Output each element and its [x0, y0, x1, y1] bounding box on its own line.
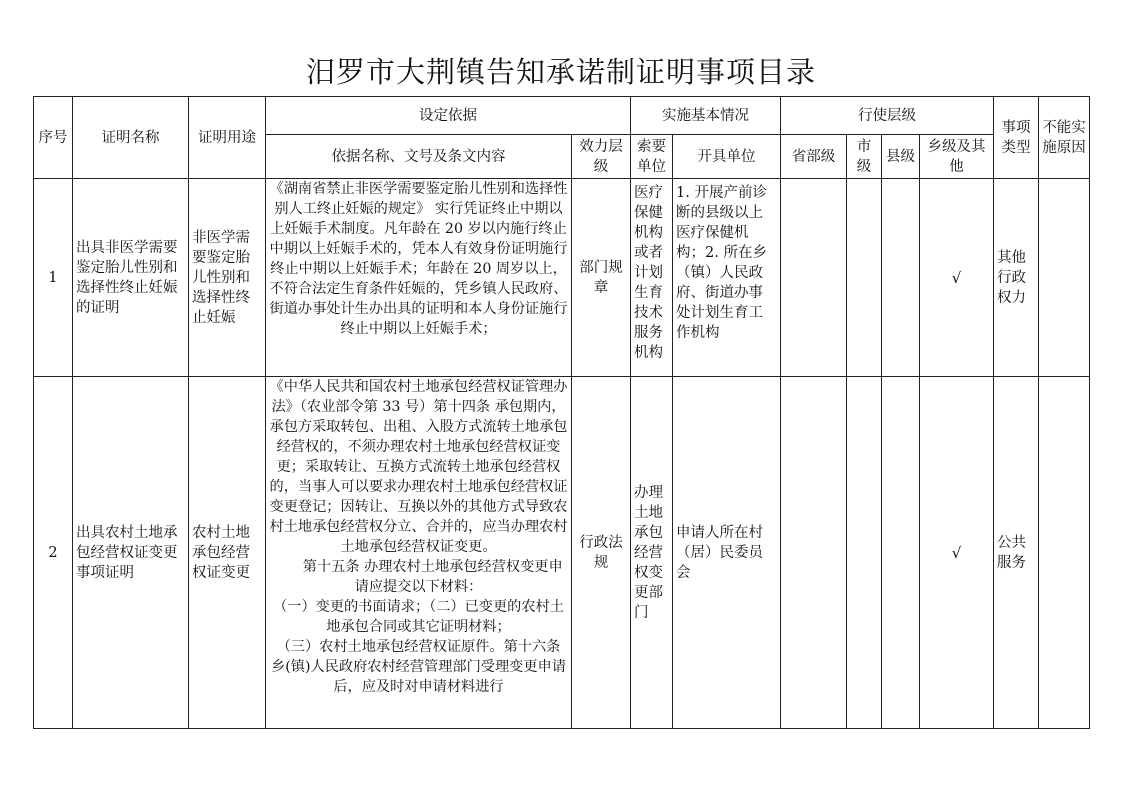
header-use: 证明用途 [189, 97, 266, 179]
cell-county [882, 377, 920, 729]
cell-level: 部门规章 [572, 179, 631, 377]
header-city: 市级 [847, 135, 882, 179]
table-row [34, 377, 1090, 729]
basis-paragraph: （一）变更的书面请求；（二）已变更的农村土地承包合同或其它证明材料； [273, 599, 564, 635]
basis-paragraph: 第十五条 办理农村土地承包经营权变更申请应提交以下材料： [302, 559, 563, 595]
cell-county [882, 179, 920, 377]
header-province: 省部级 [781, 135, 847, 179]
header-basis-content: 依据名称、文号及条文内容 [266, 135, 572, 179]
cell-reason [1039, 179, 1090, 377]
header-seq: 序号 [34, 97, 73, 179]
cell-city [847, 377, 882, 729]
cell-type: 公共服务 [994, 377, 1039, 729]
cell-use: 农村土地承包经营权证变更 [189, 377, 266, 729]
header-exercise: 行使层级 [781, 97, 994, 135]
cell-type: 其他行政权力 [994, 179, 1039, 377]
cell-issue-unit: 1. 开展产前诊断的县级以上医疗保健机构；2. 所在乡（镇）人民政府、街道办事处计划生育工作机构 [673, 179, 781, 377]
basis-paragraph: 《中华人民共和国农村土地承包经营权证管理办法》（农业部令第 33 号）第十四条 承包期内，承包方采取转包、出租、入股方式流转土地承包经营权的，不须办理农村土地承包经营权证变更；采取转让、互换方式流转土地承包经营权的，当事人可以要求办理农村土地承包经营权证变更登记；因转让、互换以外的其他方式导致农村土地承包经营权分立、合并的，应当办理农村土地承包经营权证变更。 [269, 379, 568, 555]
header-type: 事项类型 [994, 97, 1039, 179]
cell-use: 非医学需要鉴定胎儿性别和选择性终止妊娠 [189, 179, 266, 377]
header-request-unit: 索要单位 [631, 135, 673, 179]
header-county: 县级 [882, 135, 920, 179]
cell-request-unit: 医疗保健机构或者计划生育技术服务机构 [631, 179, 673, 377]
header-reason: 不能实施原因 [1039, 97, 1090, 179]
header-row-1 [34, 97, 1090, 135]
header-name: 证明名称 [73, 97, 189, 179]
header-basis: 设定依据 [266, 97, 631, 135]
cell-seq: 1 [34, 179, 73, 377]
table-row [34, 179, 1090, 377]
cell-request-unit: 办理土地承包经营权变更部门 [631, 377, 673, 729]
cell-basis: 《湖南省禁止非医学需要鉴定胎儿性别和选择性别人工终止妊娠的规定》 实行凭证终止中期以上妊娠手术制度。凡年龄在 20 岁以内施行终止中期以上妊娠手术的，凭本人有效身份证明施行终止中期以上妊娠手术；年龄在 20 周岁以上，不符合法定生育条件妊娠的，凭乡镇人民政府、街道办事处计生办出具的证明和本人身份证施行终止中期以上妊娠手术； [266, 179, 572, 377]
cell-township-check: √ [920, 179, 994, 377]
header-level: 效力层级 [572, 135, 631, 179]
cell-province [781, 179, 847, 377]
header-impl: 实施基本情况 [631, 97, 781, 135]
items-table [33, 96, 1090, 729]
cell-township-check: √ [920, 377, 994, 729]
header-township: 乡级及其他 [920, 135, 994, 179]
basis-paragraph: （三）农村土地承包经营权证原件。第十六条 乡(镇)人民政府农村经营管理部门受理变更申请后，应及时对申请材料进行 [271, 639, 566, 695]
cell-level: 行政法规 [572, 377, 631, 729]
cell-seq: 2 [34, 377, 73, 729]
cell-city [847, 179, 882, 377]
cell-province [781, 377, 847, 729]
cell-reason [1039, 377, 1090, 729]
cell-name: 出具农村土地承包经营权证变更事项证明 [73, 377, 189, 729]
page-title: 汨罗市大荆镇告知承诺制证明事项目录 [305, 55, 816, 89]
header-issue-unit: 开具单位 [673, 135, 781, 179]
cell-issue-unit: 申请人所在村（居）民委员会 [673, 377, 781, 729]
cell-basis [266, 377, 572, 729]
cell-name: 出具非医学需要鉴定胎儿性别和选择性终止妊娠的证明 [73, 179, 189, 377]
